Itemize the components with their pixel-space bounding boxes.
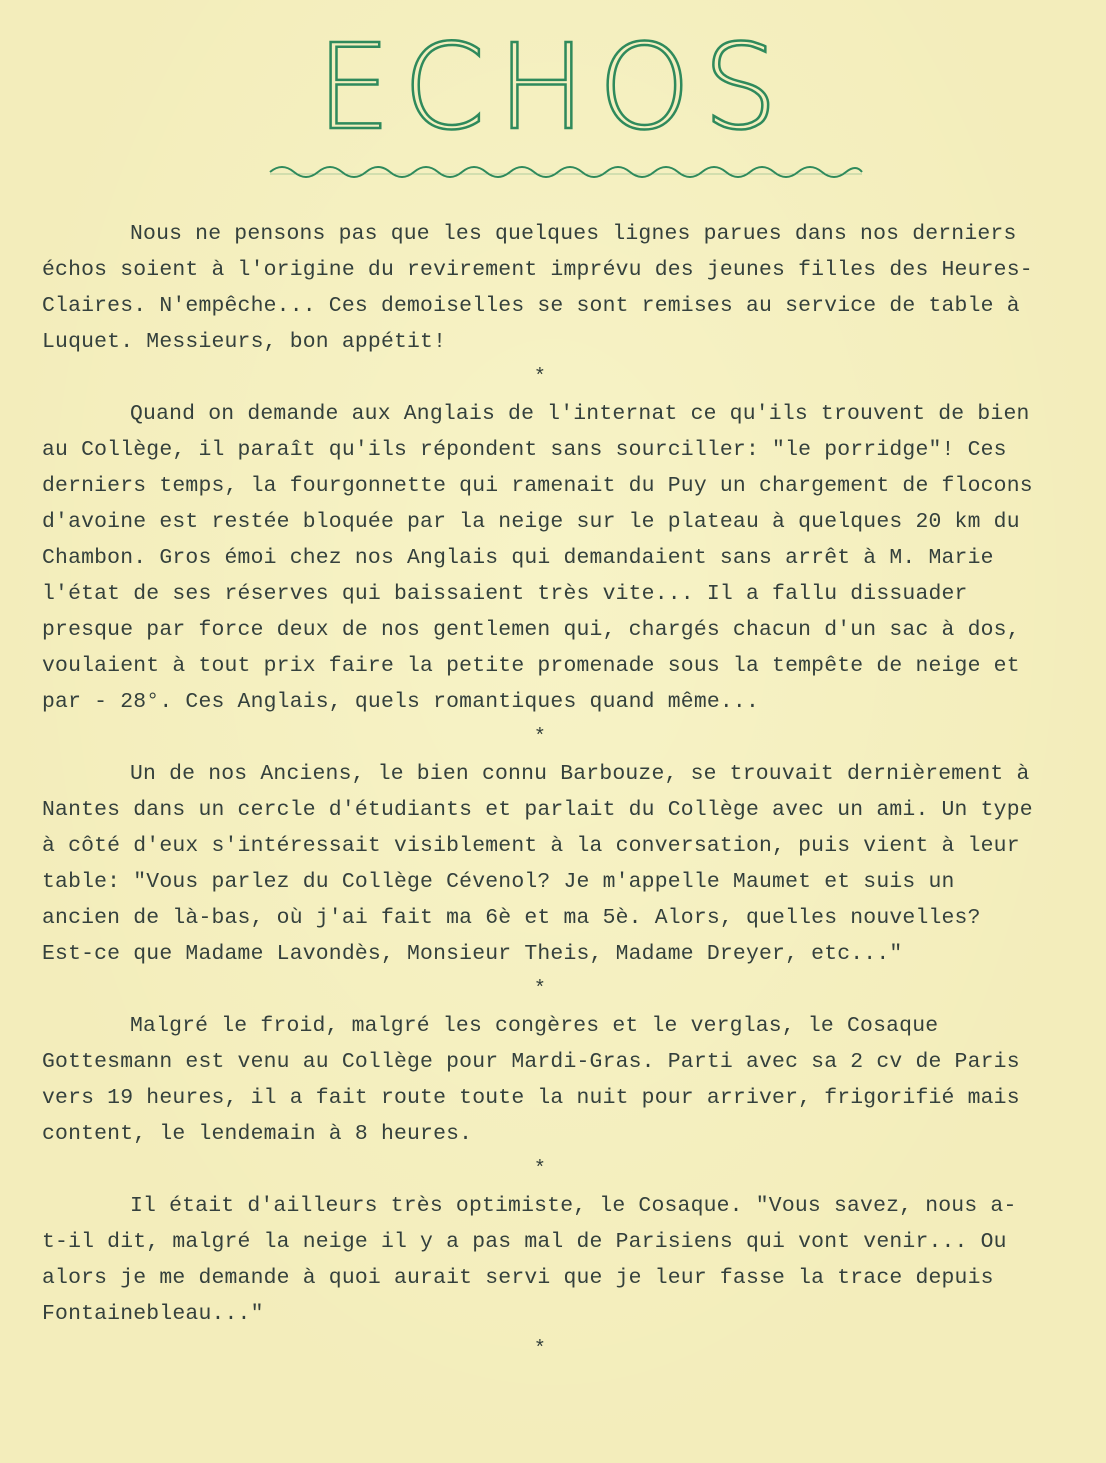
decorative-scroll-divider: [268, 160, 864, 182]
asterisk-separator: *: [533, 978, 547, 1001]
asterisk-separator: *: [533, 366, 547, 389]
page-title: ECHOS: [316, 18, 790, 156]
echo-paragraph: Nous ne pensons pas que les quelques lignes parues dans nos derniers échos soient à l'origine du revirement imprévu des jeunes filles des Heures-Claires. N'empêche... Ces demoiselles se sont remises au service de table à Luquet. Messieurs, bon appétit!: [42, 222, 1033, 354]
echo-paragraph: Un de nos Anciens, le bien connu Barbouze, se trouvait dernièrement à Nantes dans un cercle d'étudiants et parlait du Collège avec un ami. Un type à côté d'eux s'intéressait visiblement à la conversation, puis vient à leur table: "Vous parlez du Collège Cévenol? Je m'appelle Maumet et suis un ancien de là-bas, où j'ai fait ma 6è et ma 5è. Alors, quelles nouvelles? Est-ce que Madame Lavondès, Monsieur Theis, Madame Dreyer, etc...": [42, 762, 1033, 966]
echo-paragraph: Il était d'ailleurs très optimiste, le Cosaque. "Vous savez, nous a-t-il dit, malgré la neige il y a pas mal de Parisiens qui vont venir... Ou alors je me demande à quoi aurait servi que je leur fasse la trace depuis Fontainebleau...": [42, 1194, 1017, 1326]
echo-paragraph: Malgré le froid, malgré les congères et le verglas, le Cosaque Gottesmann est venu au Collège pour Mardi-Gras. Parti avec sa 2 cv de Paris vers 19 heures, il a fait route toute la nuit pour arriver, frigorifié mais content, le lendemain à 8 heures.: [42, 1014, 1020, 1146]
asterisk-separator: *: [533, 1338, 547, 1361]
echos-column: [42, 216, 1042, 1368]
asterisk-separator: *: [533, 726, 547, 749]
asterisk-separator: *: [533, 1158, 547, 1181]
echo-paragraph: Quand on demande aux Anglais de l'internat ce qu'ils trouvent de bien au Collège, il paraît qu'ils répondent sans sourciller: "le porridge"! Ces derniers temps, la fourgonnette qui ramenait du Puy un chargement de flocons d'avoine est restée bloquée par la neige sur le plateau à quelques 20 km du Chambon. Gros émoi chez nos Anglais qui demandaient sans arrêt à M. Marie l'état de ses réserves qui baissaient très vite... Il a fallu dissuader presque par force deux de nos gentlemen qui, chargés chacun d'un sac à dos, voulaient à tout prix faire la petite promenade sous la tempête de neige et par - 28°. Ces Anglais, quels romantiques quand même...: [42, 402, 1033, 714]
